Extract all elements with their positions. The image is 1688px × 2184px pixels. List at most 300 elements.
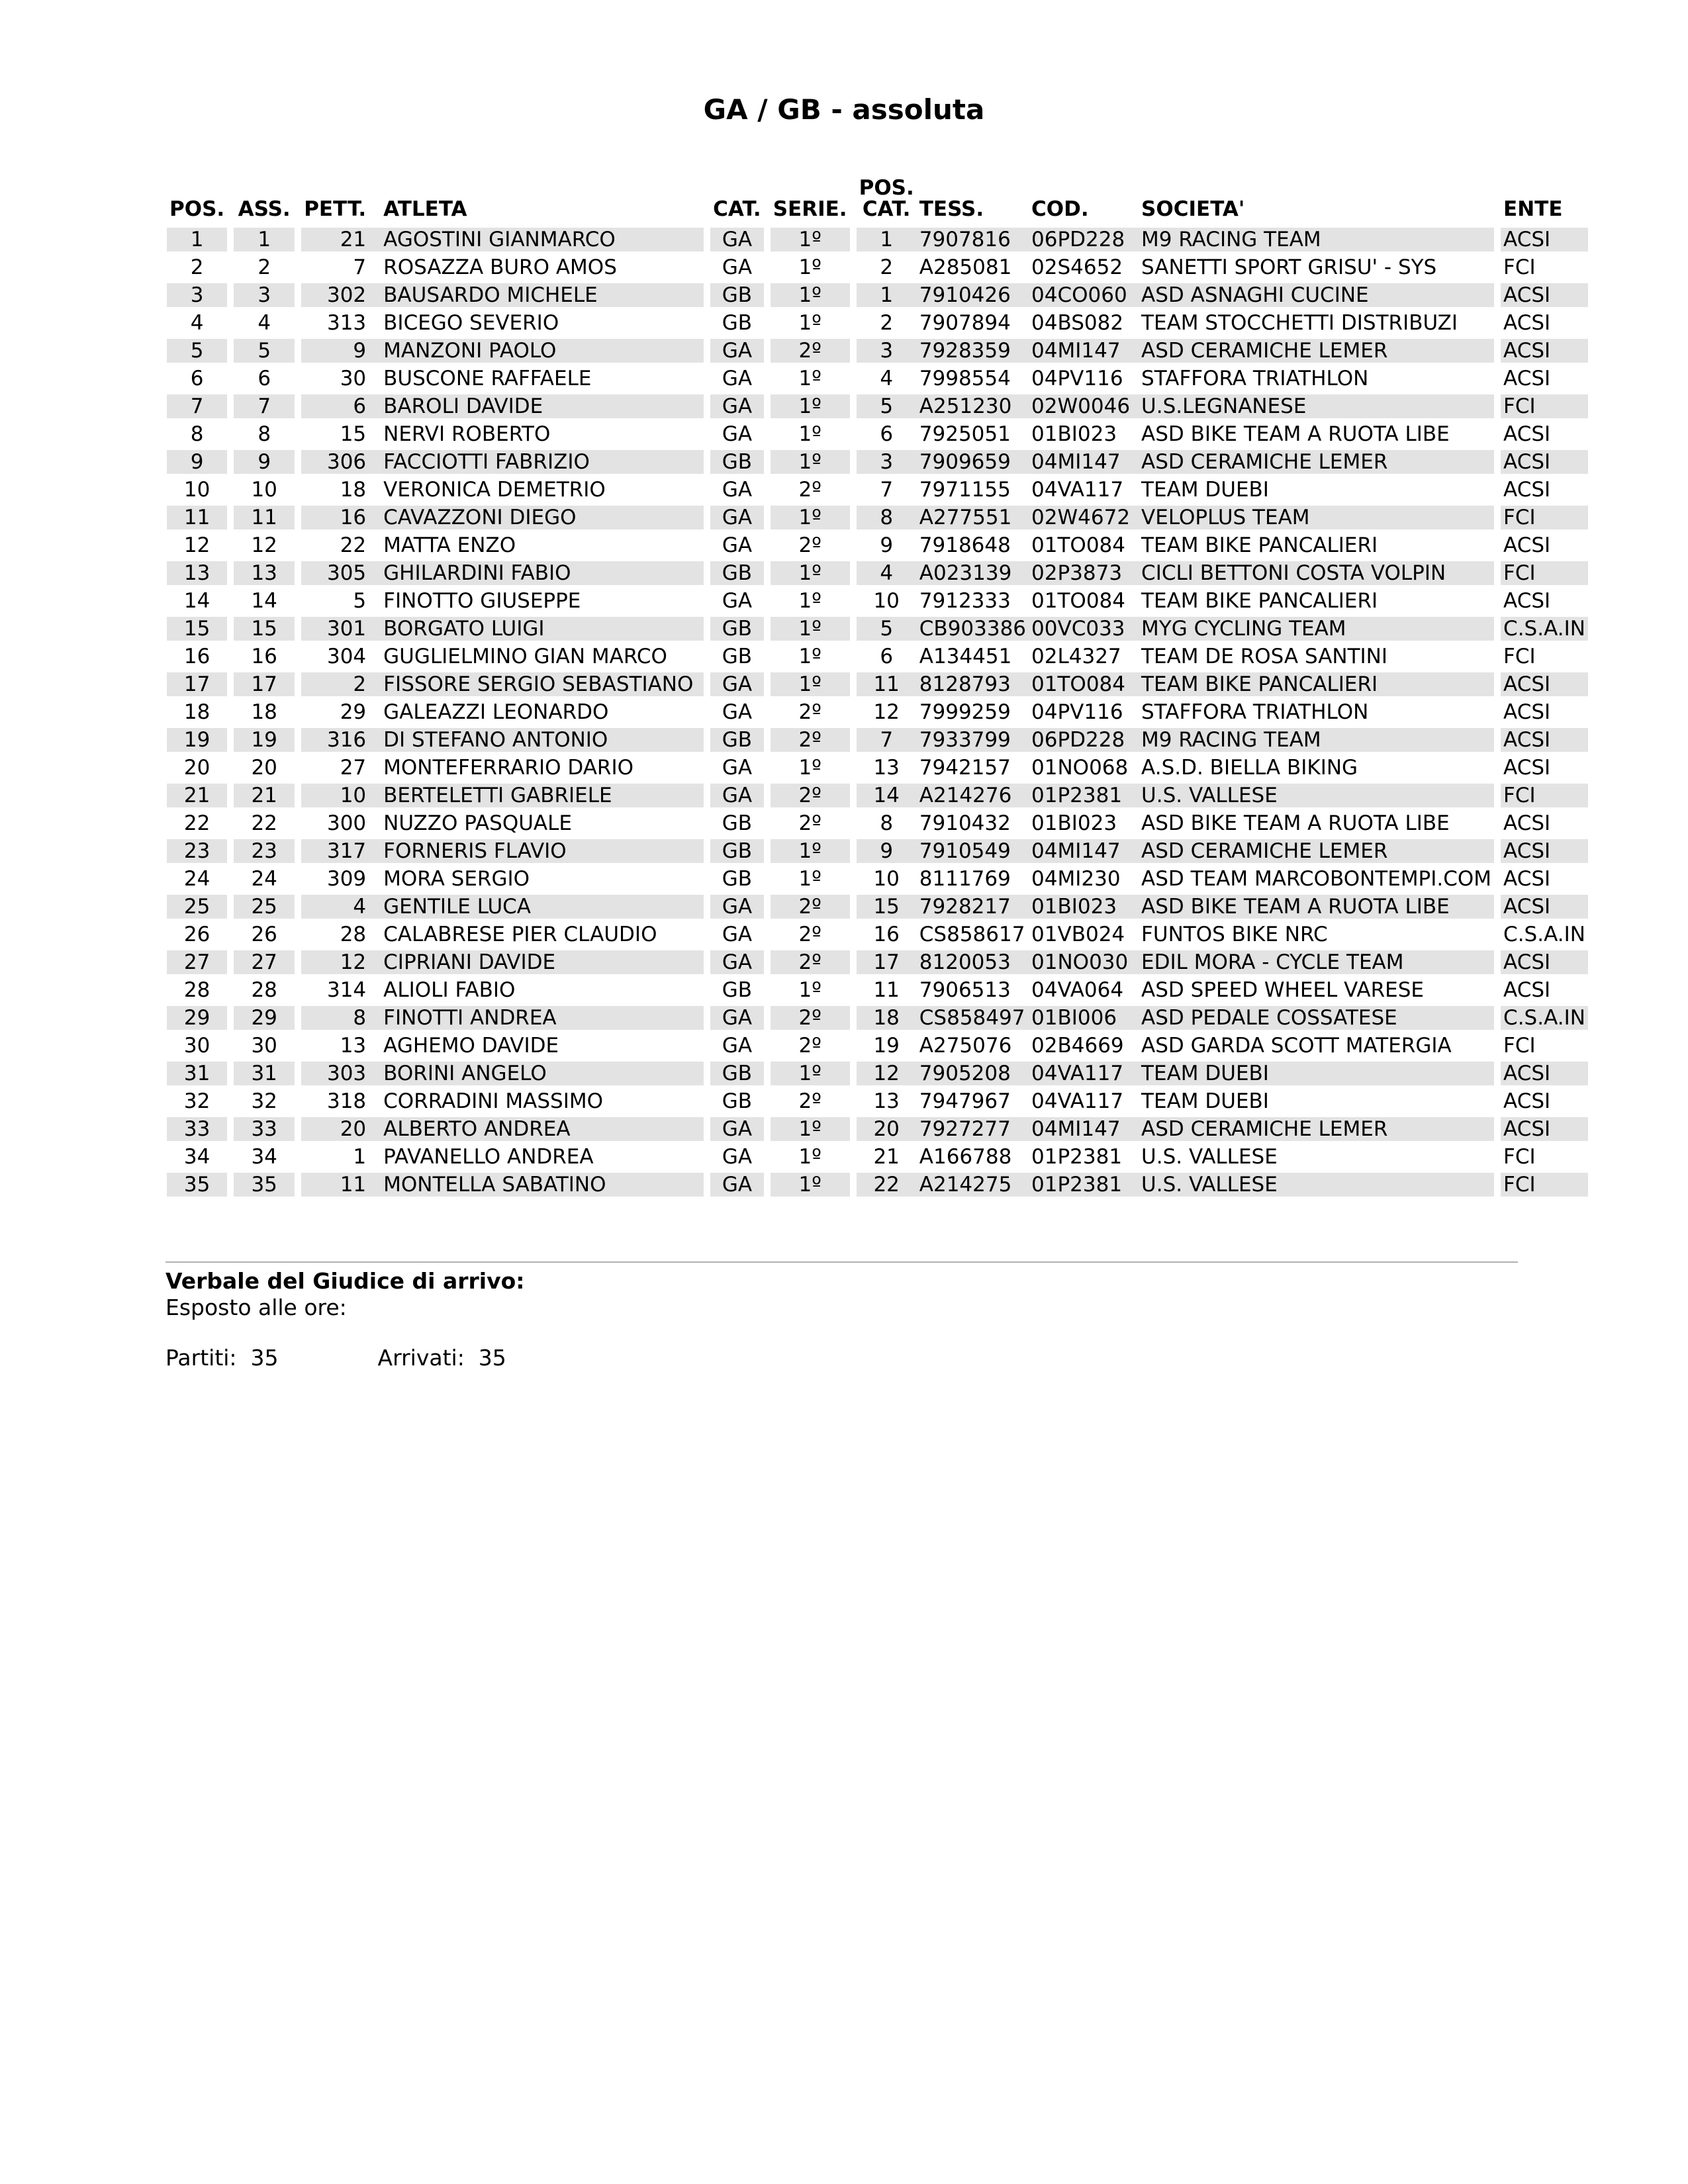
cell-atleta: FINOTTO GIUSEPPE bbox=[381, 589, 704, 617]
cell-cod: 04VA117 bbox=[1029, 1089, 1139, 1117]
cell-tess: A023139 bbox=[917, 561, 1029, 589]
cell-pos-cat: 13 bbox=[857, 1089, 917, 1117]
cell-societa: U.S. VALLESE bbox=[1139, 784, 1494, 811]
cell-serie: 2º bbox=[771, 895, 850, 923]
cell-ente: ACSI bbox=[1501, 978, 1588, 1006]
cell-cod: 04MI147 bbox=[1029, 450, 1139, 478]
cell-pos: 12 bbox=[167, 533, 227, 561]
cell-pos: 22 bbox=[167, 811, 227, 839]
cell-cod: 01VB024 bbox=[1029, 923, 1139, 950]
cell-pos: 9 bbox=[167, 450, 227, 478]
cell-societa: ASD BIKE TEAM A RUOTA LIBE bbox=[1139, 422, 1494, 450]
cell-serie: 1º bbox=[771, 589, 850, 617]
cell-atleta: FORNERIS FLAVIO bbox=[381, 839, 704, 867]
cell-pett: 304 bbox=[301, 645, 381, 672]
cell-societa: STAFFORA TRIATHLON bbox=[1139, 700, 1494, 728]
cell-societa: U.S.LEGNANESE bbox=[1139, 394, 1494, 422]
cell-cod: 01NO030 bbox=[1029, 950, 1139, 978]
cell-pos: 25 bbox=[167, 895, 227, 923]
table-row bbox=[167, 1034, 1588, 1062]
cell-pos-cat: 4 bbox=[857, 561, 917, 589]
table-row bbox=[167, 561, 1588, 589]
cell-serie: 1º bbox=[771, 506, 850, 533]
cell-societa: VELOPLUS TEAM bbox=[1139, 506, 1494, 533]
cell-ente: ACSI bbox=[1501, 1117, 1588, 1145]
cell-ass: 35 bbox=[234, 1173, 295, 1201]
cell-ass: 17 bbox=[234, 672, 295, 700]
cell-cod: 01TO084 bbox=[1029, 672, 1139, 700]
cell-ass: 31 bbox=[234, 1062, 295, 1089]
cell-cat: GA bbox=[710, 478, 764, 506]
cell-atleta: MORA SERGIO bbox=[381, 867, 704, 895]
cell-ente: FCI bbox=[1501, 1145, 1588, 1173]
cell-ass: 19 bbox=[234, 728, 295, 756]
cell-cod: 01P2381 bbox=[1029, 1173, 1139, 1201]
table-row bbox=[167, 422, 1588, 450]
cell-atleta: AGHEMO DAVIDE bbox=[381, 1034, 704, 1062]
cell-serie: 1º bbox=[771, 756, 850, 784]
cell-cat: GB bbox=[710, 617, 764, 645]
cell-cat: GB bbox=[710, 1062, 764, 1089]
cell-ass: 30 bbox=[234, 1034, 295, 1062]
cell-cat: GA bbox=[710, 228, 764, 255]
cell-ente: FCI bbox=[1501, 645, 1588, 672]
cell-ass: 3 bbox=[234, 283, 295, 311]
cell-cod: 04CO060 bbox=[1029, 283, 1139, 311]
cell-pos: 26 bbox=[167, 923, 227, 950]
esposto-label: Esposto alle ore: bbox=[165, 1295, 347, 1320]
cell-pett: 300 bbox=[301, 811, 381, 839]
table-row bbox=[167, 895, 1588, 923]
cell-societa: FUNTOS BIKE NRC bbox=[1139, 923, 1494, 950]
cell-ente: ACSI bbox=[1501, 478, 1588, 506]
footer-divider bbox=[165, 1261, 1518, 1263]
cell-serie: 1º bbox=[771, 422, 850, 450]
cell-ass: 21 bbox=[234, 784, 295, 811]
cell-pos-cat: 18 bbox=[857, 1006, 917, 1034]
cell-serie: 1º bbox=[771, 394, 850, 422]
cell-ente: ACSI bbox=[1501, 589, 1588, 617]
cell-pos: 20 bbox=[167, 756, 227, 784]
cell-societa: EDIL MORA - CYCLE TEAM bbox=[1139, 950, 1494, 978]
cell-tess: 7907894 bbox=[917, 311, 1029, 339]
cell-pos: 34 bbox=[167, 1145, 227, 1173]
cell-atleta: FINOTTI ANDREA bbox=[381, 1006, 704, 1034]
cell-cat: GA bbox=[710, 506, 764, 533]
cell-pos: 23 bbox=[167, 839, 227, 867]
cell-cat: GB bbox=[710, 867, 764, 895]
cell-societa: MYG CYCLING TEAM bbox=[1139, 617, 1494, 645]
cell-atleta: FACCIOTTI FABRIZIO bbox=[381, 450, 704, 478]
cell-pos-cat: 2 bbox=[857, 311, 917, 339]
cell-atleta: DI STEFANO ANTONIO bbox=[381, 728, 704, 756]
partiti-label: Partiti: bbox=[165, 1345, 237, 1371]
cell-pos: 3 bbox=[167, 283, 227, 311]
cell-pett: 318 bbox=[301, 1089, 381, 1117]
cell-societa: SANETTI SPORT GRISU' - SYS bbox=[1139, 255, 1494, 283]
table-row bbox=[167, 1062, 1588, 1089]
cell-cod: 01BI023 bbox=[1029, 422, 1139, 450]
cell-serie: 1º bbox=[771, 1117, 850, 1145]
cell-societa: ASD TEAM MARCOBONTEMPI.COM bbox=[1139, 867, 1494, 895]
results-body bbox=[167, 228, 1588, 1201]
cell-societa: ASD SPEED WHEEL VARESE bbox=[1139, 978, 1494, 1006]
cell-ente: ACSI bbox=[1501, 672, 1588, 700]
cell-societa: ASD BIKE TEAM A RUOTA LIBE bbox=[1139, 811, 1494, 839]
cell-pos-cat: 1 bbox=[857, 228, 917, 255]
cell-pos-cat: 17 bbox=[857, 950, 917, 978]
cell-cat: GB bbox=[710, 283, 764, 311]
table-row bbox=[167, 756, 1588, 784]
cell-tess: 7918648 bbox=[917, 533, 1029, 561]
cell-ente: ACSI bbox=[1501, 450, 1588, 478]
cell-pett: 11 bbox=[301, 1173, 381, 1201]
cell-serie: 2º bbox=[771, 728, 850, 756]
cell-tess: 7999259 bbox=[917, 700, 1029, 728]
cell-ente: ACSI bbox=[1501, 728, 1588, 756]
cell-pos: 31 bbox=[167, 1062, 227, 1089]
cell-pett: 2 bbox=[301, 672, 381, 700]
cell-serie: 1º bbox=[771, 228, 850, 255]
cell-pett: 302 bbox=[301, 283, 381, 311]
cell-tess: 7927277 bbox=[917, 1117, 1029, 1145]
cell-atleta: BUSCONE RAFFAELE bbox=[381, 367, 704, 394]
cell-pett: 306 bbox=[301, 450, 381, 478]
cell-cat: GA bbox=[710, 1006, 764, 1034]
cell-atleta: BICEGO SEVERIO bbox=[381, 311, 704, 339]
table-row bbox=[167, 978, 1588, 1006]
table-header-row bbox=[167, 177, 1588, 228]
cell-pos: 21 bbox=[167, 784, 227, 811]
cell-cat: GA bbox=[710, 700, 764, 728]
cell-pett: 317 bbox=[301, 839, 381, 867]
page-title: GA / GB - assoluta bbox=[703, 93, 985, 126]
table-row bbox=[167, 367, 1588, 394]
cell-pett: 22 bbox=[301, 533, 381, 561]
cell-cat: GB bbox=[710, 311, 764, 339]
cell-tess: 7905208 bbox=[917, 1062, 1029, 1089]
cell-atleta: FISSORE SERGIO SEBASTIANO bbox=[381, 672, 704, 700]
table-row bbox=[167, 283, 1588, 311]
cell-ente: ACSI bbox=[1501, 1089, 1588, 1117]
cell-serie: 2º bbox=[771, 533, 850, 561]
cell-cod: 01TO084 bbox=[1029, 533, 1139, 561]
cell-cod: 01P2381 bbox=[1029, 784, 1139, 811]
col-header-ass: ASS. bbox=[238, 197, 291, 221]
table-row bbox=[167, 478, 1588, 506]
col-header-cod: COD. bbox=[1031, 197, 1089, 221]
cell-pos: 19 bbox=[167, 728, 227, 756]
table-row bbox=[167, 728, 1588, 756]
cell-pett: 309 bbox=[301, 867, 381, 895]
cell-pos: 33 bbox=[167, 1117, 227, 1145]
cell-cat: GA bbox=[710, 533, 764, 561]
cell-cod: 02L4327 bbox=[1029, 645, 1139, 672]
cell-pos-cat: 3 bbox=[857, 339, 917, 367]
cell-pos: 28 bbox=[167, 978, 227, 1006]
cell-cod: 02B4669 bbox=[1029, 1034, 1139, 1062]
cell-pos: 1 bbox=[167, 228, 227, 255]
cell-pos: 24 bbox=[167, 867, 227, 895]
cell-cod: 04MI230 bbox=[1029, 867, 1139, 895]
table-row bbox=[167, 784, 1588, 811]
cell-atleta: GENTILE LUCA bbox=[381, 895, 704, 923]
cell-societa: U.S. VALLESE bbox=[1139, 1173, 1494, 1201]
cell-atleta: VERONICA DEMETRIO bbox=[381, 478, 704, 506]
cell-ass: 12 bbox=[234, 533, 295, 561]
cell-ente: ACSI bbox=[1501, 311, 1588, 339]
cell-serie: 1º bbox=[771, 450, 850, 478]
cell-cod: 01TO084 bbox=[1029, 589, 1139, 617]
table-row bbox=[167, 617, 1588, 645]
cell-ass: 15 bbox=[234, 617, 295, 645]
cell-tess: A214276 bbox=[917, 784, 1029, 811]
cell-serie: 1º bbox=[771, 1173, 850, 1201]
arrivati-value: 35 bbox=[478, 1345, 506, 1371]
cell-pos-cat: 10 bbox=[857, 867, 917, 895]
cell-pos: 10 bbox=[167, 478, 227, 506]
cell-atleta: BAROLI DAVIDE bbox=[381, 394, 704, 422]
cell-cat: GA bbox=[710, 950, 764, 978]
cell-cat: GA bbox=[710, 1034, 764, 1062]
cell-ente: ACSI bbox=[1501, 950, 1588, 978]
cell-cat: GA bbox=[710, 394, 764, 422]
cell-ass: 23 bbox=[234, 839, 295, 867]
cell-serie: 2º bbox=[771, 1089, 850, 1117]
table-row bbox=[167, 645, 1588, 672]
cell-cat: GA bbox=[710, 1173, 764, 1201]
table-row bbox=[167, 700, 1588, 728]
cell-atleta: CIPRIANI DAVIDE bbox=[381, 950, 704, 978]
cell-pos-cat: 8 bbox=[857, 506, 917, 533]
col-header-cat: CAT. bbox=[713, 197, 761, 221]
col-header-pett: PETT. bbox=[304, 197, 367, 221]
col-header-atleta: ATLETA bbox=[383, 197, 467, 221]
cell-cat: GB bbox=[710, 839, 764, 867]
cell-serie: 1º bbox=[771, 867, 850, 895]
col-header-pos-cat-line1: POS. bbox=[859, 176, 914, 200]
cell-ass: 33 bbox=[234, 1117, 295, 1145]
cell-tess: 7947967 bbox=[917, 1089, 1029, 1117]
cell-atleta: MANZONI PAOLO bbox=[381, 339, 704, 367]
cell-pos: 7 bbox=[167, 394, 227, 422]
cell-tess: A275076 bbox=[917, 1034, 1029, 1062]
cell-cat: GA bbox=[710, 422, 764, 450]
cell-cod: 02W0046 bbox=[1029, 394, 1139, 422]
cell-societa: TEAM DUEBI bbox=[1139, 1062, 1494, 1089]
cell-tess: A214275 bbox=[917, 1173, 1029, 1201]
cell-tess: 7971155 bbox=[917, 478, 1029, 506]
table-row bbox=[167, 339, 1588, 367]
cell-ente: ACSI bbox=[1501, 367, 1588, 394]
cell-cod: 04VA117 bbox=[1029, 1062, 1139, 1089]
cell-tess: 7910432 bbox=[917, 811, 1029, 839]
cell-ente: C.S.A.IN bbox=[1501, 617, 1588, 645]
cell-societa: M9 RACING TEAM bbox=[1139, 728, 1494, 756]
table-row bbox=[167, 589, 1588, 617]
cell-pos-cat: 10 bbox=[857, 589, 917, 617]
cell-ente: ACSI bbox=[1501, 867, 1588, 895]
cell-ass: 4 bbox=[234, 311, 295, 339]
cell-pos: 27 bbox=[167, 950, 227, 978]
cell-cod: 02W4672 bbox=[1029, 506, 1139, 533]
cell-societa: STAFFORA TRIATHLON bbox=[1139, 367, 1494, 394]
cell-serie: 2º bbox=[771, 784, 850, 811]
cell-ente: FCI bbox=[1501, 394, 1588, 422]
cell-serie: 2º bbox=[771, 1006, 850, 1034]
cell-ente: ACSI bbox=[1501, 283, 1588, 311]
cell-serie: 1º bbox=[771, 255, 850, 283]
cell-atleta: CAVAZZONI DIEGO bbox=[381, 506, 704, 533]
cell-pos-cat: 12 bbox=[857, 1062, 917, 1089]
cell-tess: A166788 bbox=[917, 1145, 1029, 1173]
col-header-societa: SOCIETA' bbox=[1141, 197, 1245, 221]
col-header-serie: SERIE. bbox=[773, 197, 847, 221]
cell-atleta: NUZZO PASQUALE bbox=[381, 811, 704, 839]
cell-pos: 5 bbox=[167, 339, 227, 367]
cell-pos-cat: 2 bbox=[857, 255, 917, 283]
cell-societa: CICLI BETTONI COSTA VOLPIN bbox=[1139, 561, 1494, 589]
cell-cod: 01P2381 bbox=[1029, 1145, 1139, 1173]
cell-ass: 32 bbox=[234, 1089, 295, 1117]
cell-cod: 06PD228 bbox=[1029, 728, 1139, 756]
cell-ass: 8 bbox=[234, 422, 295, 450]
cell-pett: 7 bbox=[301, 255, 381, 283]
cell-pos: 6 bbox=[167, 367, 227, 394]
cell-serie: 1º bbox=[771, 672, 850, 700]
cell-atleta: MONTEFERRARIO DARIO bbox=[381, 756, 704, 784]
cell-tess: 7933799 bbox=[917, 728, 1029, 756]
cell-pos-cat: 22 bbox=[857, 1173, 917, 1201]
cell-ente: C.S.A.IN bbox=[1501, 1006, 1588, 1034]
cell-ass: 26 bbox=[234, 923, 295, 950]
cell-ass: 6 bbox=[234, 367, 295, 394]
cell-pos: 17 bbox=[167, 672, 227, 700]
cell-ente: FCI bbox=[1501, 1173, 1588, 1201]
cell-ass: 25 bbox=[234, 895, 295, 923]
cell-pos-cat: 7 bbox=[857, 728, 917, 756]
cell-pos-cat: 14 bbox=[857, 784, 917, 811]
cell-cat: GB bbox=[710, 728, 764, 756]
cell-pos-cat: 11 bbox=[857, 672, 917, 700]
cell-pos: 14 bbox=[167, 589, 227, 617]
cell-ente: ACSI bbox=[1501, 756, 1588, 784]
cell-tess: A134451 bbox=[917, 645, 1029, 672]
cell-cat: GB bbox=[710, 450, 764, 478]
cell-pett: 5 bbox=[301, 589, 381, 617]
cell-pett: 305 bbox=[301, 561, 381, 589]
cell-pett: 313 bbox=[301, 311, 381, 339]
cell-ass: 9 bbox=[234, 450, 295, 478]
cell-pett: 18 bbox=[301, 478, 381, 506]
cell-serie: 1º bbox=[771, 1062, 850, 1089]
cell-pett: 27 bbox=[301, 756, 381, 784]
cell-atleta: PAVANELLO ANDREA bbox=[381, 1145, 704, 1173]
table-row bbox=[167, 506, 1588, 533]
cell-societa: A.S.D. BIELLA BIKING bbox=[1139, 756, 1494, 784]
cell-societa: ASD CERAMICHE LEMER bbox=[1139, 450, 1494, 478]
table-row bbox=[167, 228, 1588, 255]
cell-pos: 32 bbox=[167, 1089, 227, 1117]
cell-cat: GA bbox=[710, 672, 764, 700]
cell-atleta: CORRADINI MASSIMO bbox=[381, 1089, 704, 1117]
cell-pett: 314 bbox=[301, 978, 381, 1006]
table-row bbox=[167, 1006, 1588, 1034]
cell-ente: FCI bbox=[1501, 506, 1588, 533]
cell-serie: 2º bbox=[771, 923, 850, 950]
cell-cod: 04PV116 bbox=[1029, 700, 1139, 728]
table-row bbox=[167, 533, 1588, 561]
cell-serie: 2º bbox=[771, 1034, 850, 1062]
cell-ente: ACSI bbox=[1501, 700, 1588, 728]
cell-atleta: ROSAZZA BURO AMOS bbox=[381, 255, 704, 283]
cell-pos: 18 bbox=[167, 700, 227, 728]
cell-cod: 02S4652 bbox=[1029, 255, 1139, 283]
cell-atleta: ALIOLI FABIO bbox=[381, 978, 704, 1006]
cell-atleta: BERTELETTI GABRIELE bbox=[381, 784, 704, 811]
cell-pett: 4 bbox=[301, 895, 381, 923]
cell-societa: TEAM DUEBI bbox=[1139, 478, 1494, 506]
cell-ass: 7 bbox=[234, 394, 295, 422]
cell-ass: 2 bbox=[234, 255, 295, 283]
cell-cod: 04PV116 bbox=[1029, 367, 1139, 394]
cell-atleta: BAUSARDO MICHELE bbox=[381, 283, 704, 311]
cell-ente: ACSI bbox=[1501, 895, 1588, 923]
cell-atleta: GHILARDINI FABIO bbox=[381, 561, 704, 589]
cell-tess: 7925051 bbox=[917, 422, 1029, 450]
cell-societa: ASD CERAMICHE LEMER bbox=[1139, 1117, 1494, 1145]
cell-cat: GA bbox=[710, 1117, 764, 1145]
cell-societa: ASD BIKE TEAM A RUOTA LIBE bbox=[1139, 895, 1494, 923]
cell-pos: 4 bbox=[167, 311, 227, 339]
cell-pett: 28 bbox=[301, 923, 381, 950]
cell-tess: 7928359 bbox=[917, 339, 1029, 367]
cell-pos-cat: 19 bbox=[857, 1034, 917, 1062]
table-row bbox=[167, 1089, 1588, 1117]
cell-pos-cat: 7 bbox=[857, 478, 917, 506]
cell-societa: U.S. VALLESE bbox=[1139, 1145, 1494, 1173]
cell-cat: GA bbox=[710, 367, 764, 394]
cell-pett: 1 bbox=[301, 1145, 381, 1173]
col-header-pos: POS. bbox=[169, 197, 225, 221]
cell-pos-cat: 11 bbox=[857, 978, 917, 1006]
cell-pos-cat: 12 bbox=[857, 700, 917, 728]
table-row bbox=[167, 1173, 1588, 1201]
cell-cat: GB bbox=[710, 811, 764, 839]
cell-cod: 02P3873 bbox=[1029, 561, 1139, 589]
cell-societa: TEAM STOCCHETTI DISTRIBUZI bbox=[1139, 311, 1494, 339]
cell-pos-cat: 6 bbox=[857, 422, 917, 450]
cell-pos-cat: 4 bbox=[857, 367, 917, 394]
cell-pos: 2 bbox=[167, 255, 227, 283]
cell-ass: 22 bbox=[234, 811, 295, 839]
cell-pett: 8 bbox=[301, 1006, 381, 1034]
cell-tess: 8128793 bbox=[917, 672, 1029, 700]
cell-pett: 303 bbox=[301, 1062, 381, 1089]
cell-pos-cat: 20 bbox=[857, 1117, 917, 1145]
cell-serie: 2º bbox=[771, 478, 850, 506]
cell-pett: 12 bbox=[301, 950, 381, 978]
table-row bbox=[167, 255, 1588, 283]
cell-cat: GA bbox=[710, 756, 764, 784]
cell-pos: 16 bbox=[167, 645, 227, 672]
cell-ass: 24 bbox=[234, 867, 295, 895]
cell-pett: 30 bbox=[301, 367, 381, 394]
cell-tess: 7907816 bbox=[917, 228, 1029, 255]
cell-societa: ASD GARDA SCOTT MATERGIA bbox=[1139, 1034, 1494, 1062]
cell-societa: ASD PEDALE COSSATESE bbox=[1139, 1006, 1494, 1034]
cell-atleta: GUGLIELMINO GIAN MARCO bbox=[381, 645, 704, 672]
